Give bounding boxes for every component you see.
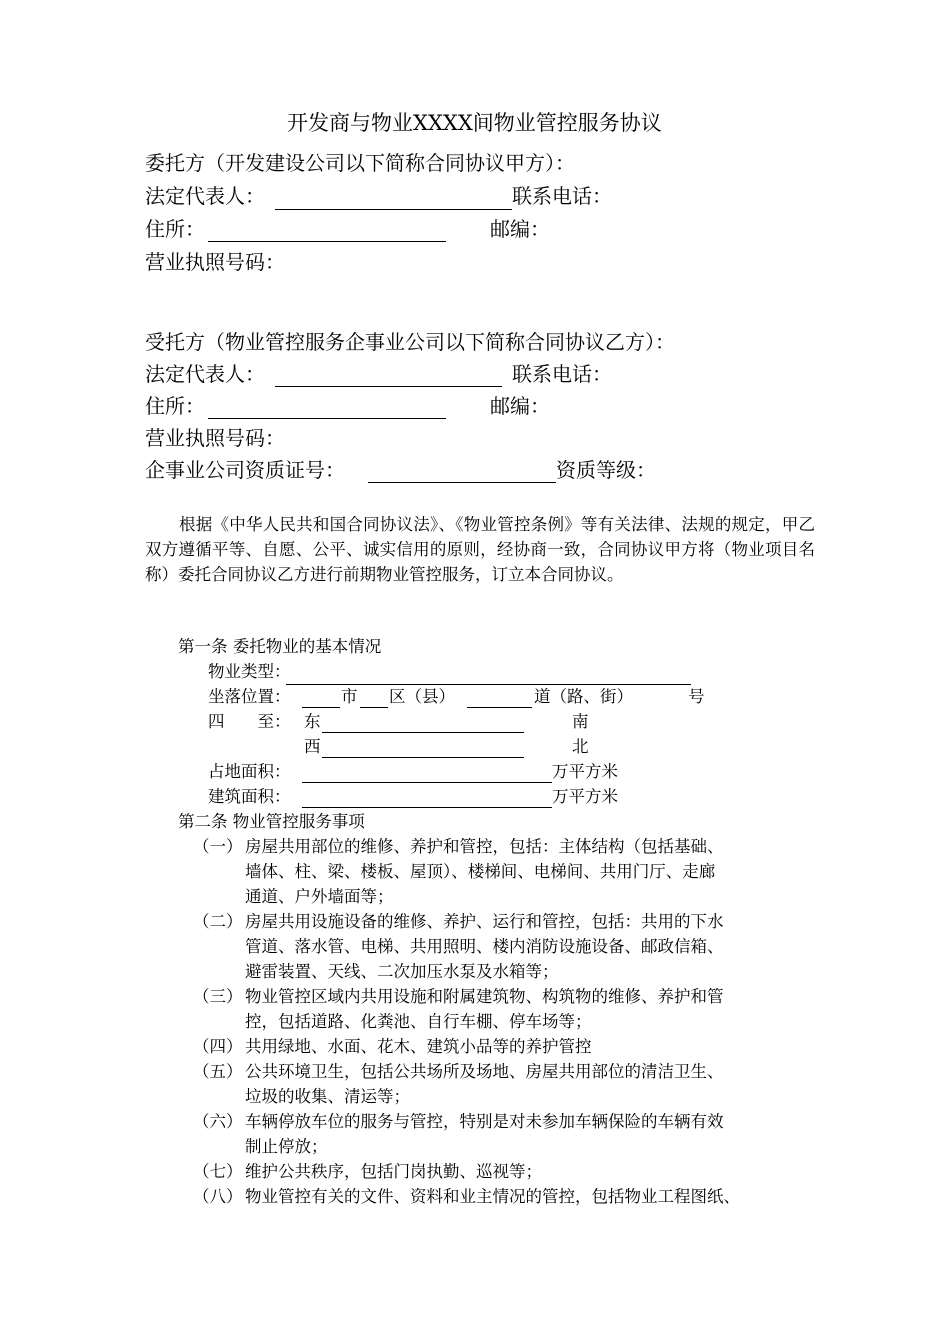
service-item-line: 房屋共用部位的维修、养护和管控，包括：主体结构（包括基础、 <box>245 837 724 856</box>
party-b-rep-blank <box>275 386 502 387</box>
article1-heading: 第一条 委托物业的基本情况 <box>178 637 382 656</box>
service-item-line: 房屋共用设施设备的维修、养护、运行和管控，包括：共用的下水 <box>245 912 724 931</box>
service-item-number: （七） <box>193 1162 243 1181</box>
service-item-5 <box>193 1059 818 1109</box>
party-b-address-label: 住所： <box>145 394 205 418</box>
document-title: 开发商与物业XXXX间物业管控服务协议 <box>287 111 662 135</box>
build-area-blank <box>302 807 552 808</box>
bound-east: 东 <box>304 712 321 731</box>
location-road: 道（路、街） <box>534 687 633 706</box>
land-area-blank <box>302 782 552 783</box>
service-item-line: 制止停放； <box>245 1137 328 1156</box>
party-b-license-label: 营业执照号码： <box>145 426 285 450</box>
location-city: 市 <box>341 687 358 706</box>
service-item-line: 公共环境卫生，包括公共场所及场地、房屋共用部位的清洁卫生、 <box>245 1062 724 1081</box>
land-area-unit: 万平方米 <box>552 762 618 781</box>
district-blank <box>360 707 388 708</box>
bound-south: 南 <box>572 712 589 731</box>
intro-paragraph: 根据《中华人民共和国合同协议法》、《物业管控条例》等有关法律、法规的规定，甲乙双方遵循平等、自愿、公平、诚实信用的原则，经协商一致，合同协议甲方将（物业项目名称）委托合同协议乙方进行前期物业管控服务，订立本合同协议。 <box>145 515 815 584</box>
service-item-number: （八） <box>193 1187 243 1206</box>
service-item-line: 物业管控有关的文件、资料和业主情况的管控，包括物业工程图纸、 <box>245 1187 740 1206</box>
service-item-8 <box>193 1184 818 1209</box>
service-item-line: 垃圾的收集、清运等； <box>245 1087 410 1106</box>
service-item-line: 控，包括道路、化粪池、自行车棚、停车场等； <box>245 1012 592 1031</box>
party-a-rep-blank <box>275 209 512 210</box>
location-number: 号 <box>688 687 705 706</box>
service-item-line: 避雷装置、天线、二次加压水泵及水箱等； <box>245 962 559 981</box>
city-blank <box>302 707 340 708</box>
service-item-number: （五） <box>193 1062 243 1081</box>
party-a-address-label: 住所： <box>145 217 205 241</box>
service-item-line: 物业管控区域内共用设施和附属建筑物、构筑物的维修、养护和管 <box>245 987 724 1006</box>
bound-west-blank <box>322 757 524 758</box>
service-item-3 <box>193 984 818 1034</box>
property-type-label: 物业类型： <box>208 662 291 681</box>
party-a-address-blank <box>208 241 446 242</box>
property-type-blank <box>286 684 691 685</box>
service-item-number: （一） <box>193 837 243 856</box>
build-area-unit: 万平方米 <box>552 787 618 806</box>
land-area-label: 占地面积： <box>208 762 291 781</box>
party-b-cert-label: 企事业公司资质证号： <box>145 458 345 482</box>
party-b-cert-blank <box>368 482 556 483</box>
bound-north: 北 <box>572 737 589 756</box>
location-label: 坐落位置： <box>208 687 291 706</box>
service-item-line: 通道、户外墙面等； <box>245 887 394 906</box>
party-a-postcode-label: 邮编： <box>490 217 550 241</box>
location-district: 区（县） <box>389 687 455 706</box>
party-b-rep-label: 法定代表人： <box>145 362 265 386</box>
party-b-heading: 受托方（物业管控服务企事业公司以下简称合同协议乙方）： <box>145 330 675 354</box>
party-b-grade-label: 资质等级： <box>556 458 656 482</box>
build-area-label: 建筑面积： <box>208 787 291 806</box>
service-item-number: （三） <box>193 987 243 1006</box>
service-item-6 <box>193 1109 818 1159</box>
service-item-line: 车辆停放车位的服务与管控，特别是对未参加车辆保险的车辆有效 <box>245 1112 724 1131</box>
bound-east-blank <box>322 732 524 733</box>
service-item-line: 共用绿地、水面、花木、建筑小品等的养护管控 <box>245 1037 592 1056</box>
service-item-2 <box>193 909 818 984</box>
service-item-line: 墙体、柱、梁、楼板、屋顶）、楼梯间、电梯间、共用门厅、走廊 <box>245 862 716 881</box>
service-item-number: （二） <box>193 912 243 931</box>
party-a-heading: 委托方（开发建设公司以下简称合同协议甲方）： <box>145 151 575 175</box>
party-a-rep-label: 法定代表人： <box>145 184 265 208</box>
road-blank <box>467 707 532 708</box>
service-item-1 <box>193 834 818 909</box>
bounds-label: 四 至： <box>208 712 291 731</box>
party-a-phone-label: 联系电话： <box>512 184 612 208</box>
service-item-number: （四） <box>193 1037 243 1056</box>
service-item-line: 维护公共秩序，包括门岗执勤、巡视等； <box>245 1162 542 1181</box>
service-item-number: （六） <box>193 1112 243 1131</box>
article2-heading: 第二条 物业管控服务事项 <box>178 812 365 831</box>
service-item-7 <box>193 1159 818 1184</box>
party-b-address-blank <box>208 418 446 419</box>
service-item-line: 管道、落水管、电梯、共用照明、楼内消防设施设备、邮政信箱、 <box>245 937 724 956</box>
party-a-license-label: 营业执照号码： <box>145 250 285 274</box>
party-b-phone-label: 联系电话： <box>512 362 612 386</box>
bound-west: 西 <box>304 737 321 756</box>
party-b-postcode-label: 邮编： <box>490 394 550 418</box>
service-item-4 <box>193 1034 818 1059</box>
